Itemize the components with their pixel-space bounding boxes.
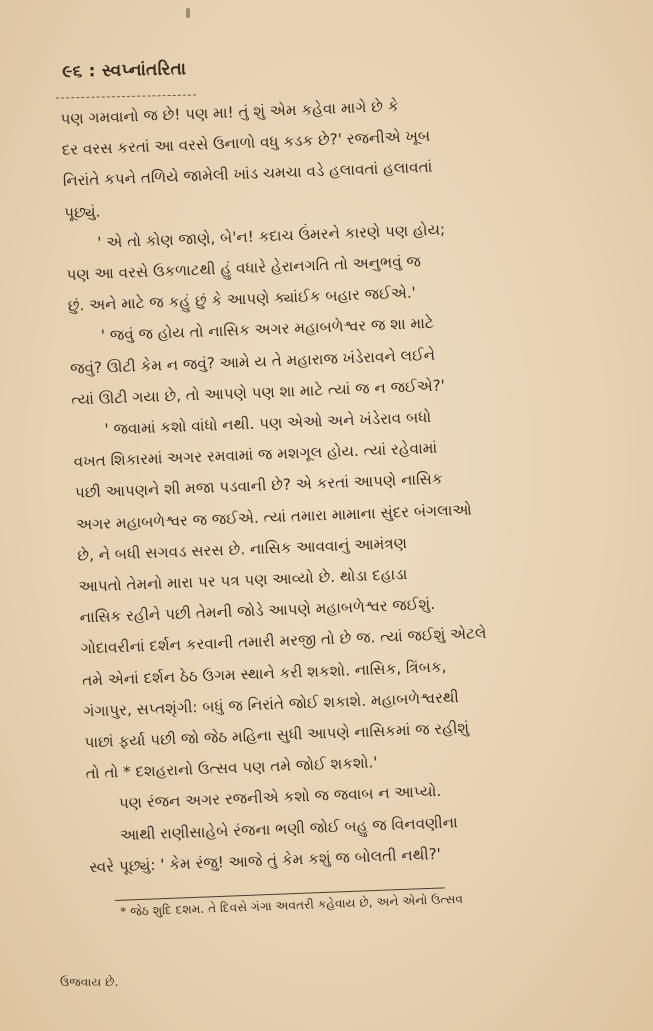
text-line: તો તો * દશહરાનો ઉત્સવ પણ તમે જોઈ શકશો.' — [85, 753, 378, 783]
text-line: છે, ને બધી સગવડ સરસ છે. નાસિક આવવાનું આમંત્રણ — [76, 533, 408, 565]
text-line: ' એ તો કોણ જાણે, બે'ન! કદાચ ઉંમરને કારણે પણ હોય; — [96, 220, 446, 252]
page-header: ૯૬ : સ્વપ્નાંતરિતા — [62, 59, 187, 82]
text-line: પણ રંજન અગર રજનીએ કશો જ જવાબ ન આપ્યો. — [118, 782, 442, 813]
text-line: ત્યાં ઊટી ગયા છે, તો આપણે પણ શા માટે ત્યાં જ ન જઈએ?' — [71, 376, 446, 409]
text-line: પછી આપણને શી મજા પડવાની છે? એ કરતાં આપણે નાસિક — [74, 470, 443, 503]
page-smudge — [186, 8, 190, 18]
text-line: પણ ગમવાનો જ છે! પણ મા! તું શું એમ કહેવા માગે છે કે — [60, 97, 399, 128]
body-text — [60, 82, 653, 883]
text-line: ' જવામાં કશો વાંધો નથી. પણ એઓ અને ખંડેરાવ બધો — [104, 408, 432, 439]
text-line: જવું? ઊટી કેમ ન જવું? આમે ય તે મહારાજ ખંડેરાવને લઈને — [69, 345, 436, 378]
footnote-line: * જેઠ શુદિ દશમ. તે દિવસે ગંગા અવતરી કહેવાય છે, અને એનો ઉત્સવ — [120, 891, 464, 919]
text-line: પણ આ વરસે ઉકળાટથી હું વધારે હેરાનગતિ તો અનુભવું જ — [66, 252, 422, 284]
text-line: પૂછ્યું. — [63, 202, 101, 222]
text-line: વખત શિકારમાં અગર રમવામાં જ મશગૂલ હોય. ત્યાં રહેવામાં — [73, 439, 438, 471]
text-line: નિરાંતે કપને તળિયે જામેલી ખાંડ ચમચા વડે હલાવતાં હલાવતાં — [62, 158, 433, 191]
text-line: સ્વરે પૂછ્યું: ' કેમ રંજુ! આજે તું કેમ કશું જ બોલતી નથી?' — [88, 844, 442, 877]
text-line: દર વરસ કરતાં આ વરસે ઉનાળો વધુ કડક છે?' રજનીએ ખૂબ — [61, 127, 431, 160]
text-line: પાછાં ફર્યા પછી જો જેઠ મહિના સુધી આપણે નાસિકમાં જ રહીશું — [84, 718, 470, 752]
text-line: ' જવું જ હોય તો નાસિક અગર મહાબળેશ્વર જ શા માટે — [100, 314, 435, 346]
text-line: આથી રાણીસાહેબે રંજના ભણી જોઈ બહુ જ વિનવણીના — [119, 812, 459, 844]
text-line: તમે એનાં દર્શન ઠેઠ ઉગમ સ્થાને કરી શકશો. નાસિક, ત્રિંબક, — [81, 657, 447, 690]
text-line: આપતો તેમનો મારા પર પત્ર પણ આવ્યો છે. થોડા દહાડા — [78, 565, 408, 596]
header-underline — [56, 94, 196, 98]
text-line: અગર મહાબળેશ્વર જ જઈએ. ત્યાં તમારા મામાના સુંદર બંગલાઓ — [75, 500, 473, 534]
text-line: નાસિક રહીને પછી તેમની જોડે આપણે મહાબળેશ્વર જઈશું. — [79, 595, 436, 627]
footnote-continuation: ઉજવાય છે. — [60, 975, 119, 989]
text-line: ગંગાપુર, સપ્તશૃંગી: બધું જ નિરાંતે જોઈ શકાશે. મહાબળેશ્વરથી — [82, 687, 460, 721]
text-line: ગોદાવરીનાં દર્શન કરવાની તમારી મરજી તો છે જ. ત્યાં જઈશું એટલે — [80, 624, 487, 659]
text-line: છું. અને માટે જ કહું છું કે આપણે ક્યાંઈક બહાર જઈએ.' — [67, 283, 417, 316]
